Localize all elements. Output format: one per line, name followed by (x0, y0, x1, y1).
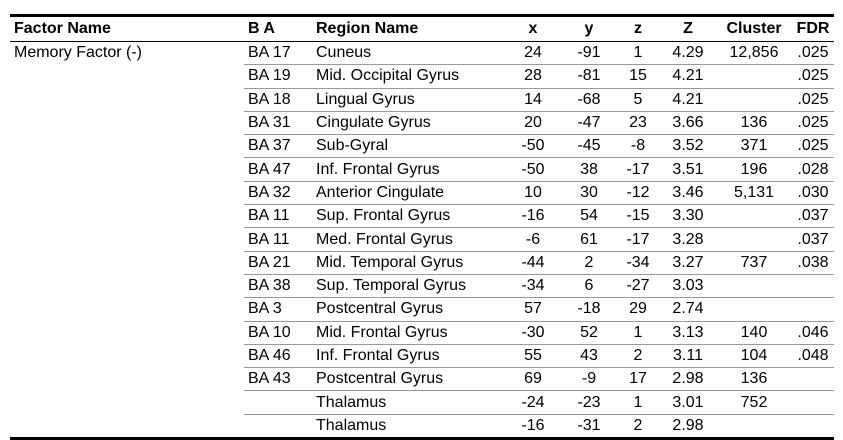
table-row (10, 274, 834, 297)
cell-region-name: Sup. Frontal Gyrus (312, 205, 504, 228)
cell-cluster: 5,131 (716, 181, 792, 204)
table-header (10, 16, 834, 42)
header-ba: B A (248, 20, 275, 37)
cell-cluster: 140 (716, 321, 792, 344)
cell-x: -30 (504, 321, 562, 344)
header-cluster: Cluster (726, 20, 782, 37)
table-row (10, 181, 834, 204)
table-row (10, 321, 834, 344)
cell-y: 61 (562, 228, 616, 251)
cell-y: -18 (562, 298, 616, 321)
cell-ba: BA 11 (244, 205, 312, 228)
cell-ba: BA 43 (244, 368, 312, 391)
cell-z-score: 3.11 (660, 344, 716, 367)
cell-cluster: 752 (716, 391, 792, 414)
cell-ba: BA 47 (244, 158, 312, 181)
cell-y: 54 (562, 205, 616, 228)
cell-factor-empty (10, 111, 244, 134)
cell-cluster: 196 (716, 158, 792, 181)
cell-factor-empty (10, 298, 244, 321)
cell-cluster (716, 414, 792, 438)
cell-z-lower: 1 (616, 391, 660, 414)
cell-ba: BA 37 (244, 135, 312, 158)
cell-x: 28 (504, 65, 562, 88)
table-row (10, 251, 834, 274)
cell-ba: BA 38 (244, 274, 312, 297)
table-row (10, 111, 834, 134)
cell-ba (244, 414, 312, 438)
cell-z-score: 3.46 (660, 181, 716, 204)
cell-y: 43 (562, 344, 616, 367)
cell-region-name: Med. Frontal Gyrus (312, 228, 504, 251)
cell-x: -44 (504, 251, 562, 274)
cell-cluster: 737 (716, 251, 792, 274)
cell-y: 52 (562, 321, 616, 344)
cell-x: 14 (504, 88, 562, 111)
cell-y: 2 (562, 251, 616, 274)
cell-z-lower: 17 (616, 368, 660, 391)
cell-z-lower: -34 (616, 251, 660, 274)
cell-fdr (792, 368, 834, 391)
cell-region-name: Cingulate Gyrus (312, 111, 504, 134)
cell-z-lower: -15 (616, 205, 660, 228)
table-row (10, 205, 834, 228)
cell-fdr: .025 (792, 65, 834, 88)
cell-x: 69 (504, 368, 562, 391)
table-row (10, 344, 834, 367)
cell-x: -50 (504, 135, 562, 158)
table-body (10, 42, 834, 439)
cell-x: -16 (504, 205, 562, 228)
cell-region-name: Lingual Gyrus (312, 88, 504, 111)
cell-x: -24 (504, 391, 562, 414)
table-row (10, 391, 834, 414)
cell-fdr: .048 (792, 344, 834, 367)
cell-ba: BA 11 (244, 228, 312, 251)
cell-fdr: .030 (792, 181, 834, 204)
cell-y: 30 (562, 181, 616, 204)
cell-region-name: Mid. Occipital Gyrus (312, 65, 504, 88)
cell-ba: BA 46 (244, 344, 312, 367)
cell-fdr: .046 (792, 321, 834, 344)
cell-z-score: 3.01 (660, 391, 716, 414)
cell-x: 20 (504, 111, 562, 134)
cell-z-score: 2.98 (660, 368, 716, 391)
cell-fdr: .038 (792, 251, 834, 274)
cell-y: -47 (562, 111, 616, 134)
cell-z-score: 4.29 (660, 42, 716, 65)
table-row (10, 135, 834, 158)
cell-z-lower: 1 (616, 321, 660, 344)
cell-factor-name: Memory Factor (-) (14, 44, 142, 61)
cell-z-lower: 2 (616, 414, 660, 438)
cell-ba: BA 18 (244, 88, 312, 111)
cell-fdr (792, 298, 834, 321)
cell-region-name: Mid. Temporal Gyrus (312, 251, 504, 274)
cell-factor-empty (10, 88, 244, 111)
cell-y: 6 (562, 274, 616, 297)
cell-ba: BA 10 (244, 321, 312, 344)
cell-z-lower: 29 (616, 298, 660, 321)
cell-y: -31 (562, 414, 616, 438)
cell-z-score: 3.28 (660, 228, 716, 251)
header-row (10, 16, 834, 42)
cell-z-score: 3.27 (660, 251, 716, 274)
header-fdr: FDR (796, 20, 830, 37)
cell-fdr (792, 391, 834, 414)
cell-region-name: Inf. Frontal Gyrus (312, 158, 504, 181)
cell-z-lower: -17 (616, 228, 660, 251)
cell-z-lower: 5 (616, 88, 660, 111)
cell-y: -81 (562, 65, 616, 88)
cell-z-score: 2.98 (660, 414, 716, 438)
cell-region-name: Postcentral Gyrus (312, 368, 504, 391)
cell-region-name: Cuneus (312, 42, 504, 65)
table-row (10, 88, 834, 111)
cell-z-lower: -27 (616, 274, 660, 297)
cell-factor-empty (10, 205, 244, 228)
cell-z-score: 3.51 (660, 158, 716, 181)
table-row (10, 42, 834, 65)
cell-cluster (716, 88, 792, 111)
cell-z-lower: 23 (616, 111, 660, 134)
cell-z-lower: 2 (616, 344, 660, 367)
cell-z-score: 3.30 (660, 205, 716, 228)
cell-x: -6 (504, 228, 562, 251)
cell-cluster (716, 298, 792, 321)
cell-factor-empty (10, 391, 244, 414)
cell-x: -34 (504, 274, 562, 297)
cell-region-name: Postcentral Gyrus (312, 298, 504, 321)
table-row (10, 158, 834, 181)
cell-factor-empty (10, 135, 244, 158)
cell-ba: BA 21 (244, 251, 312, 274)
cell-x: 24 (504, 42, 562, 65)
cell-ba (244, 391, 312, 414)
cell-z-lower: 15 (616, 65, 660, 88)
cell-region-name: Anterior Cingulate (312, 181, 504, 204)
cell-x: 10 (504, 181, 562, 204)
cell-fdr: .025 (792, 42, 834, 65)
header-y: y (584, 20, 594, 37)
cell-ba: BA 3 (244, 298, 312, 321)
header-x: x (528, 20, 538, 37)
cell-x: 55 (504, 344, 562, 367)
cell-fdr (792, 414, 834, 438)
cell-factor-empty (10, 368, 244, 391)
results-table (10, 14, 834, 440)
cell-fdr: .025 (792, 111, 834, 134)
cell-fdr: .025 (792, 135, 834, 158)
header-factor-name: Factor Name (14, 20, 111, 37)
cell-region-name: Thalamus (312, 414, 504, 438)
cell-z-score: 3.03 (660, 274, 716, 297)
cell-z-score: 2.74 (660, 298, 716, 321)
cell-y: -23 (562, 391, 616, 414)
cell-cluster: 104 (716, 344, 792, 367)
table-row (10, 65, 834, 88)
cell-z-lower: -12 (616, 181, 660, 204)
cell-fdr: .037 (792, 228, 834, 251)
cell-y: -45 (562, 135, 616, 158)
cell-ba: BA 32 (244, 181, 312, 204)
cell-x: -50 (504, 158, 562, 181)
cell-factor-empty (10, 228, 244, 251)
cell-region-name: Sup. Temporal Gyrus (312, 274, 504, 297)
cell-y: -9 (562, 368, 616, 391)
cell-fdr: .028 (792, 158, 834, 181)
cell-cluster: 12,856 (716, 42, 792, 65)
cell-x: -16 (504, 414, 562, 438)
cell-cluster (716, 65, 792, 88)
cell-y: -68 (562, 88, 616, 111)
header-z-lower: z (634, 20, 642, 37)
cell-factor-empty (10, 158, 244, 181)
cell-cluster: 136 (716, 368, 792, 391)
cell-factor-empty (10, 414, 244, 438)
cell-factor-empty (10, 321, 244, 344)
cell-x: 57 (504, 298, 562, 321)
table-row (10, 368, 834, 391)
cell-y: -91 (562, 42, 616, 65)
table-row (10, 414, 834, 438)
table-row (10, 298, 834, 321)
cell-y: 38 (562, 158, 616, 181)
cell-cluster: 136 (716, 111, 792, 134)
cell-cluster (716, 274, 792, 297)
cell-z-score: 3.13 (660, 321, 716, 344)
cell-fdr: .025 (792, 88, 834, 111)
cell-z-lower: 1 (616, 42, 660, 65)
cell-z-score: 4.21 (660, 88, 716, 111)
cell-region-name: Thalamus (312, 391, 504, 414)
table-row (10, 228, 834, 251)
cell-factor-empty (10, 251, 244, 274)
cell-ba: BA 31 (244, 111, 312, 134)
cell-cluster: 371 (716, 135, 792, 158)
cell-fdr: .037 (792, 205, 834, 228)
cell-z-score: 3.52 (660, 135, 716, 158)
cell-region-name: Sub-Gyral (312, 135, 504, 158)
header-z-score: Z (683, 20, 693, 37)
cell-factor-empty (10, 181, 244, 204)
cell-z-score: 3.66 (660, 111, 716, 134)
cell-z-lower: -8 (616, 135, 660, 158)
cell-fdr (792, 274, 834, 297)
cell-region-name: Mid. Frontal Gyrus (312, 321, 504, 344)
cell-factor-empty (10, 274, 244, 297)
cell-ba: BA 19 (244, 65, 312, 88)
cell-factor-empty (10, 65, 244, 88)
cell-ba: BA 17 (244, 42, 312, 65)
cell-factor-empty (10, 344, 244, 367)
header-region-name: Region Name (316, 20, 419, 37)
cell-z-lower: -17 (616, 158, 660, 181)
cell-cluster (716, 228, 792, 251)
cell-cluster (716, 205, 792, 228)
cell-region-name: Inf. Frontal Gyrus (312, 344, 504, 367)
cell-z-score: 4.21 (660, 65, 716, 88)
